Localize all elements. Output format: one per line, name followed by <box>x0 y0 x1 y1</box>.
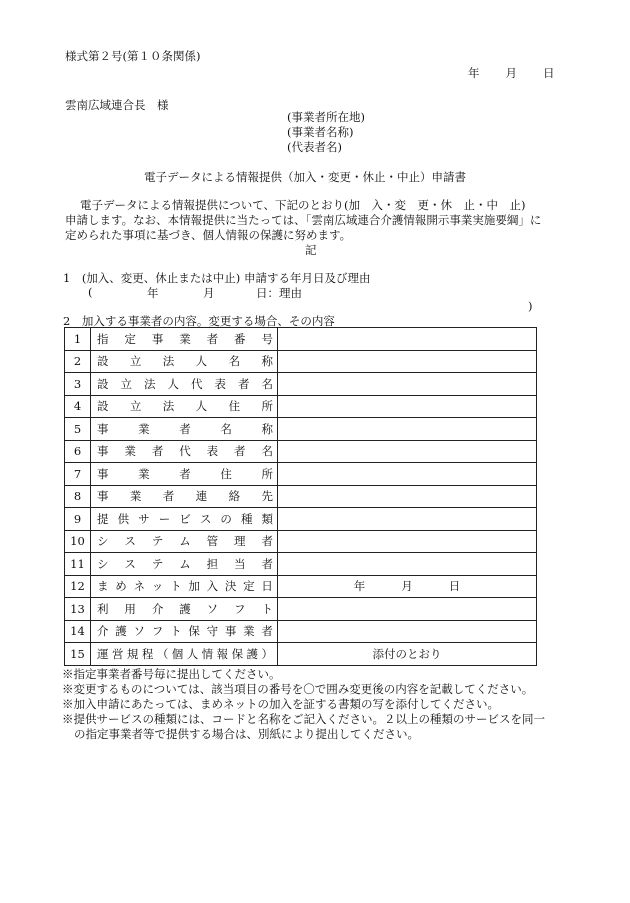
table-row <box>65 350 537 373</box>
table-row <box>65 620 537 643</box>
addressee: 雲南広域連合長 様 <box>65 98 169 112</box>
applicant-location-label: (事業者所在地) <box>287 110 365 124</box>
item1-close-paren: ) <box>528 299 533 313</box>
table-row <box>65 598 537 621</box>
row-label: 事 業 者 代 表 者 名 <box>97 444 273 459</box>
row-label: 事 業 者 名 称 <box>97 421 273 436</box>
row-value-field[interactable]: 添付のとおり <box>278 643 537 666</box>
row-value-field[interactable] <box>278 575 537 598</box>
join-date-field <box>354 579 461 593</box>
row-value-field[interactable] <box>278 598 537 621</box>
table-row <box>65 440 537 463</box>
row-label: 指 定 事 業 者 番 号 <box>97 331 273 346</box>
row-value-field[interactable] <box>278 553 537 576</box>
note-line: ※変更するものについては、該当項目の番号を〇で囲み変更後の内容を記載してください。 <box>62 682 534 696</box>
row-label: 事 業 者 連 絡 先 <box>97 489 273 504</box>
table-row <box>65 575 537 598</box>
body-text-line: 定められた事項に基づき、個人情報の保護に努めます。 <box>65 228 352 242</box>
row-number: 12 <box>65 575 91 598</box>
date-month: 月 <box>505 66 517 80</box>
row-label-cell <box>91 508 278 531</box>
row-label-cell <box>91 485 278 508</box>
ki-heading: 記 <box>305 243 317 257</box>
body-text-line: 申請します。なお、本情報提供に当たっては、「雲南広域連合介護情報開示事業実施要綱」に <box>65 213 542 227</box>
notes-section <box>62 667 582 742</box>
row-value-field[interactable] <box>278 440 537 463</box>
row-value-field[interactable] <box>278 530 537 553</box>
row-label-cell <box>91 395 278 418</box>
applicant-name-label: (事業者名称) <box>287 125 354 139</box>
row-label-cell <box>91 350 278 373</box>
row-value-field[interactable] <box>278 373 537 396</box>
item1-heading: 1 (加入、変更、休止または中止) 申請する年月日及び理由 <box>63 271 371 285</box>
business-info-table <box>64 327 537 666</box>
row-label-cell <box>91 463 278 486</box>
row-number: 2 <box>65 350 91 373</box>
row-label: シ ス テ ム 担 当 者 <box>97 556 273 571</box>
row-number: 13 <box>65 598 91 621</box>
form-number: 様式第２号(第１０条関係) <box>65 49 201 63</box>
row-number: 14 <box>65 620 91 643</box>
date-year: 年 <box>468 66 480 80</box>
note-line: ※提供サービスの種類には、コードと名称をご記入ください。２以上の種類のサービスを同一 <box>62 712 545 726</box>
row-label-cell <box>91 440 278 463</box>
row-label-cell <box>91 530 278 553</box>
row-label: 利 用 介 護 ソ フ ト <box>97 601 273 616</box>
row-label: 提 供 サ ー ビ ス の 種 類 <box>97 511 273 526</box>
note-line: ※指定事業者番号毎に提出してください。 <box>62 667 281 681</box>
row-number: 11 <box>65 553 91 576</box>
row-value-field[interactable] <box>278 463 537 486</box>
row-label-cell <box>91 373 278 396</box>
row-number: 15 <box>65 643 91 666</box>
date-line <box>468 65 555 81</box>
table-row <box>65 328 537 351</box>
row-value-field[interactable] <box>278 395 537 418</box>
table-row <box>65 395 537 418</box>
row-label: シ ス テ ム 管 理 者 <box>97 534 273 549</box>
row-value-field[interactable] <box>278 508 537 531</box>
row-label-cell <box>91 418 278 441</box>
table-row <box>65 553 537 576</box>
row-number: 9 <box>65 508 91 531</box>
date-day: 日 <box>543 66 555 80</box>
date-part: 日 <box>448 579 461 594</box>
row-number: 3 <box>65 373 91 396</box>
row-value-field[interactable] <box>278 350 537 373</box>
item1-open-paren: ( <box>88 285 93 299</box>
row-label-cell <box>91 643 278 666</box>
table-row <box>65 508 537 531</box>
note-line: ※加入申請にあたっては、まめネットの加入を証する書類の写を添付してください。 <box>62 697 499 711</box>
row-value-field[interactable] <box>278 485 537 508</box>
table-row <box>65 373 537 396</box>
row-value-field[interactable] <box>278 418 537 441</box>
item1-year: 年 <box>147 286 159 300</box>
row-label: 運 営 規 程 （ 個 人 情 報 保 護 ） <box>97 646 273 661</box>
date-part: 年 <box>353 579 366 594</box>
table-row <box>65 530 537 553</box>
date-part: 月 <box>401 579 413 594</box>
row-label-cell <box>91 598 278 621</box>
item2-heading: 2 加入する事業者の内容。変更する場合、その内容 <box>63 314 335 328</box>
row-label-cell <box>91 328 278 351</box>
row-number: 8 <box>65 485 91 508</box>
document-title: 電子データによる情報提供（加入・変更・休止・中止）申請書 <box>144 170 466 184</box>
row-label: ま め ネ ッ ト 加 入 決 定 日 <box>97 579 273 594</box>
row-number: 4 <box>65 395 91 418</box>
row-label: 事 業 者 住 所 <box>97 466 273 481</box>
note-line: の指定事業者等で提供する場合は、別紙により提出してください。 <box>74 727 419 741</box>
applicant-rep-label: (代表者名) <box>287 140 342 154</box>
row-label: 設 立 法 人 名 称 <box>97 354 273 369</box>
row-label: 設 立 法 人 住 所 <box>97 399 273 414</box>
row-number: 10 <box>65 530 91 553</box>
row-number: 6 <box>65 440 91 463</box>
row-label-cell <box>91 553 278 576</box>
row-label-cell <box>91 575 278 598</box>
row-label-cell <box>91 620 278 643</box>
row-number: 7 <box>65 463 91 486</box>
row-number: 1 <box>65 328 91 351</box>
item1-day-reason: 日：理由 <box>256 286 302 300</box>
body-text-line: 電子データによる情報提供について、下記のとおり(加 入・変 更・休 止・中 止) <box>80 198 526 212</box>
table-row <box>65 643 537 666</box>
table-row <box>65 418 537 441</box>
row-value-field[interactable] <box>278 620 537 643</box>
table-row <box>65 463 537 486</box>
row-label: 設 立 法 人 代 表 者 名 <box>97 376 273 391</box>
table-row <box>65 485 537 508</box>
item1-month: 月 <box>203 286 215 300</box>
row-number: 5 <box>65 418 91 441</box>
row-label: 介 護 ソ フ ト 保 守 事 業 者 <box>97 624 273 639</box>
row-value-field[interactable] <box>278 328 537 351</box>
